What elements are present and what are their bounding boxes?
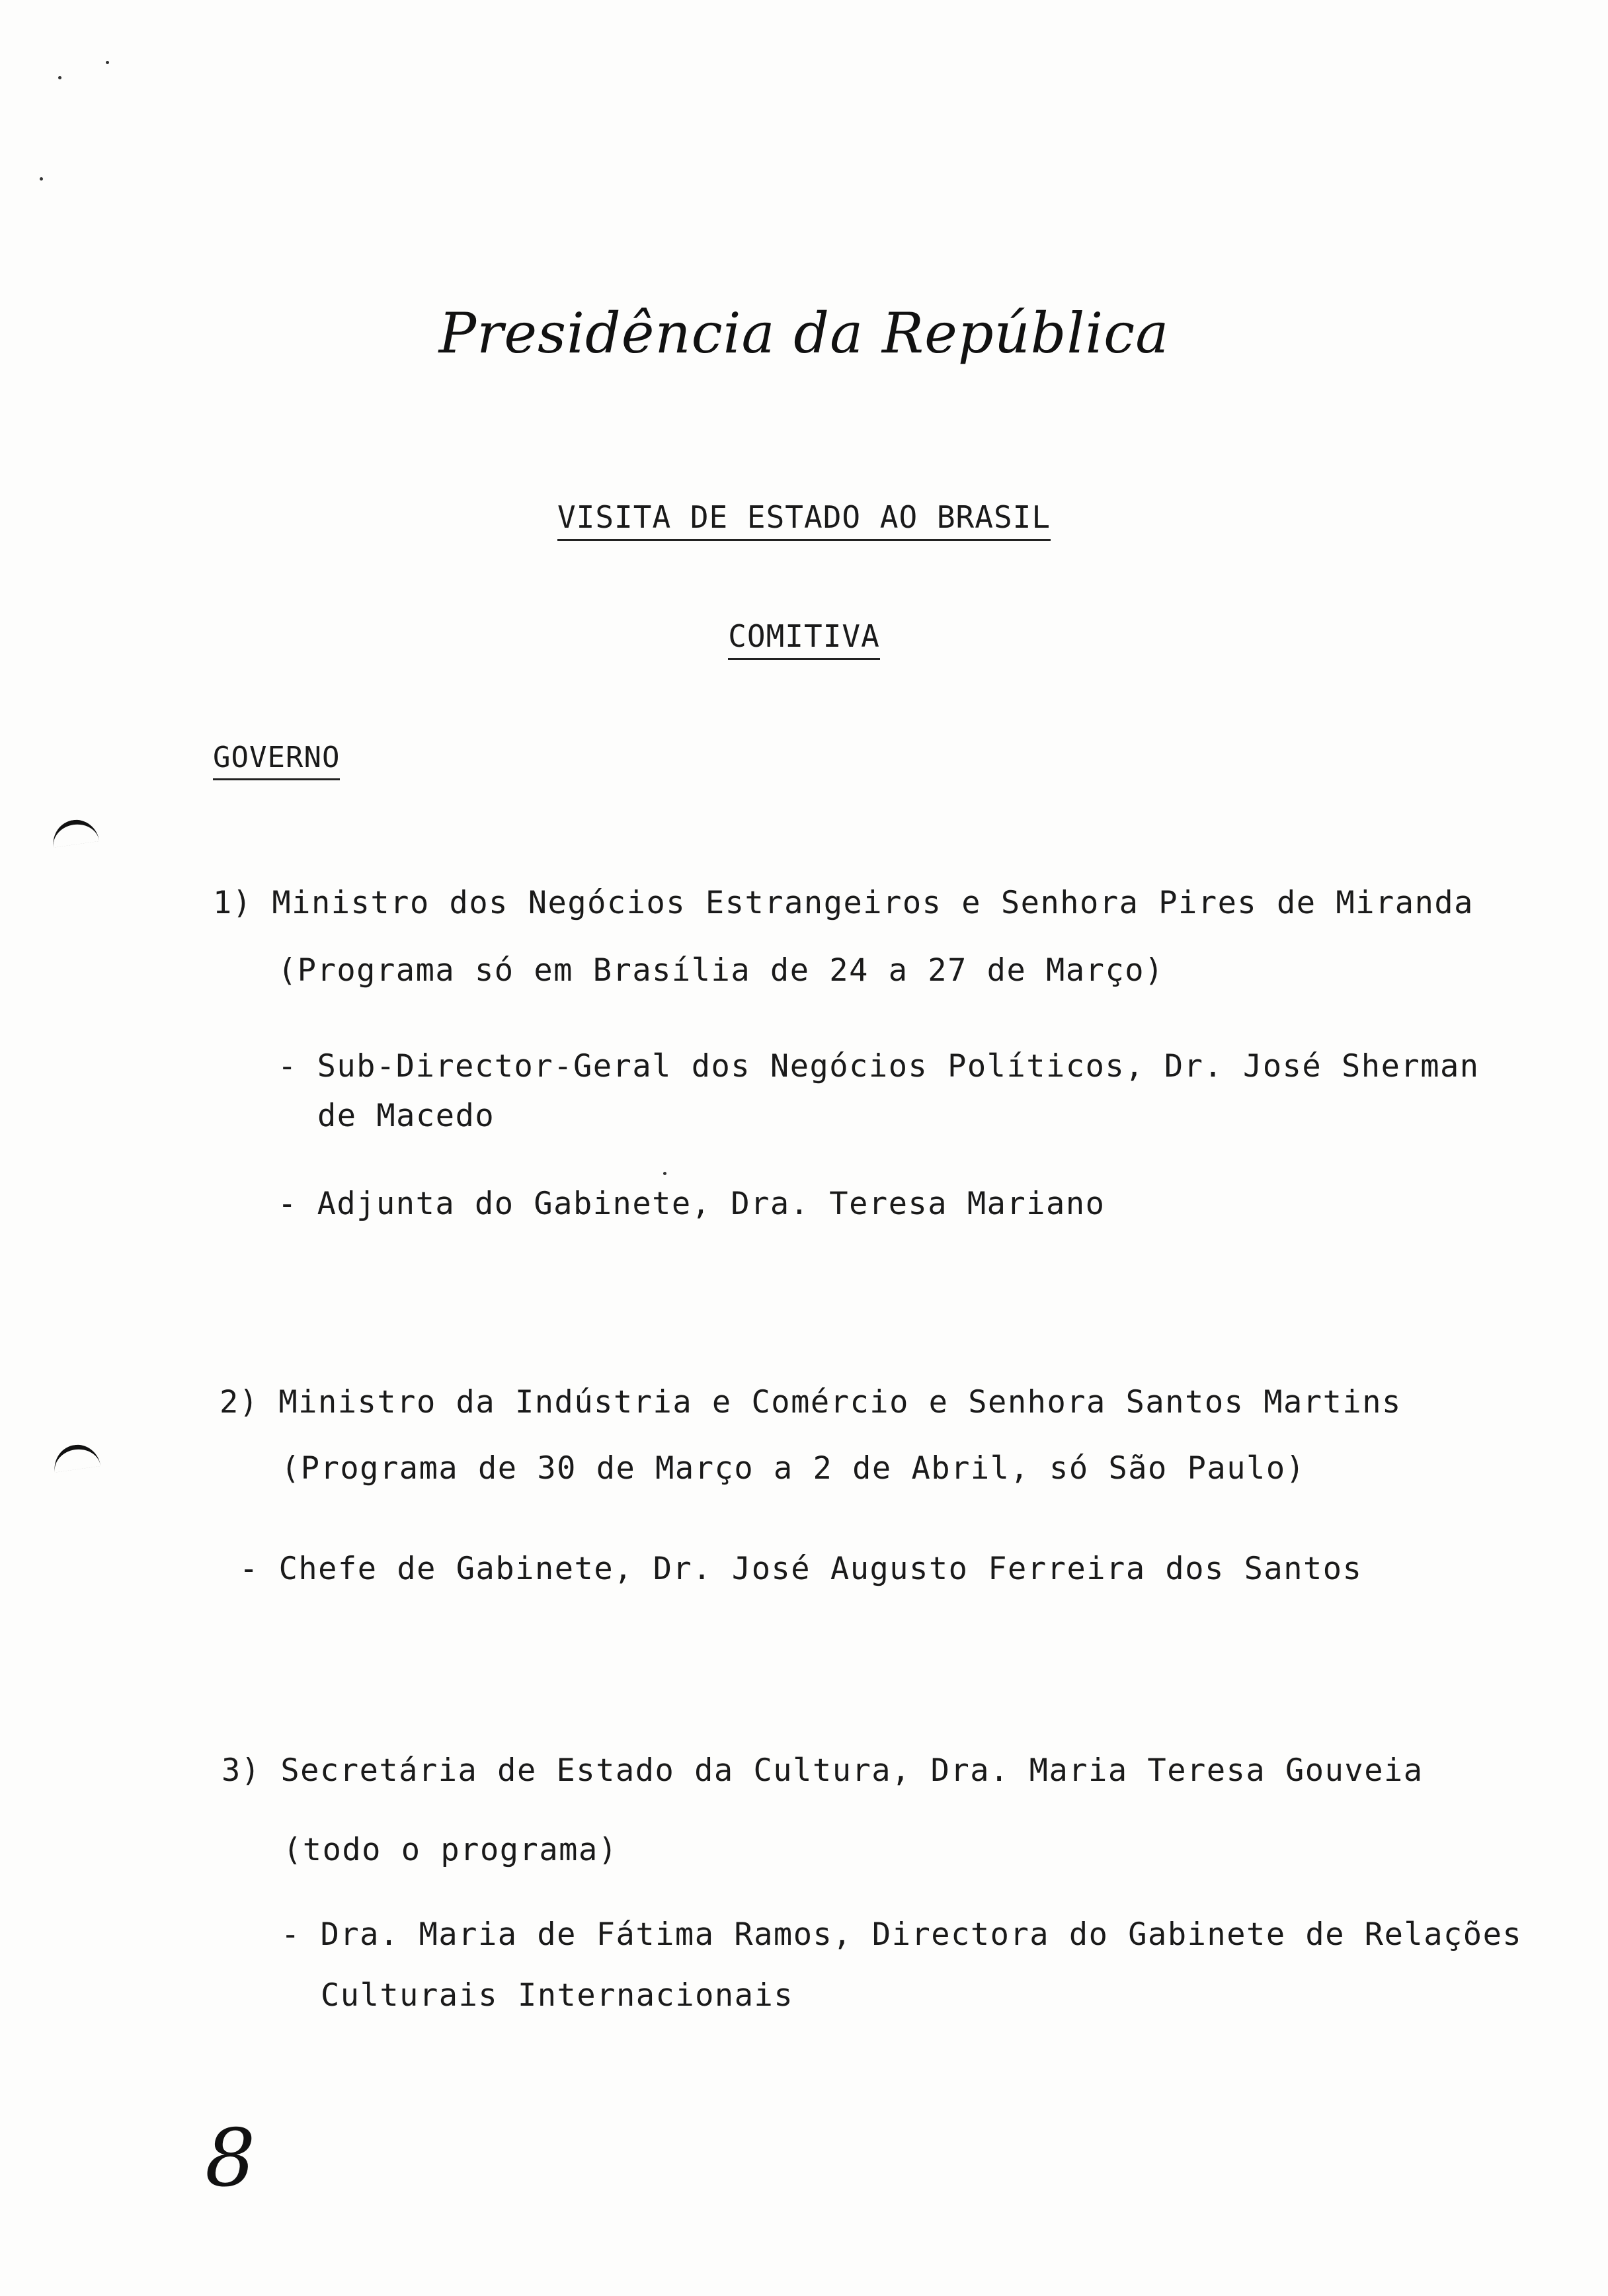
entry-3-note: (todo o programa): [283, 1832, 618, 1868]
entry-1-item-1-line-2: de Macedo: [317, 1098, 495, 1134]
scan-speck: [58, 76, 61, 79]
entry-1-title: 1) Ministro dos Negócios Estrangeiros e Senhora Pires de Miranda: [213, 885, 1474, 921]
scan-speck: [663, 1172, 666, 1175]
letterhead: Presidência da República: [438, 301, 1170, 366]
entry-3-title: 3) Secretária de Estado da Cultura, Dra. Maria Teresa Gouveia: [221, 1752, 1424, 1789]
scan-speck: [106, 61, 109, 64]
entry-1-item-2-line-1: - Adjunta do Gabinete, Dra. Teresa Mariano: [278, 1186, 1106, 1222]
entry-2-note: (Programa de 30 de Março a 2 de Abril, só São Paulo): [281, 1450, 1306, 1487]
punch-hole-mark-bottom: [52, 1442, 100, 1472]
document-title: [0, 499, 1608, 535]
punch-hole-mark-top: [50, 817, 99, 847]
scan-speck: [40, 177, 43, 181]
entry-1-item-1-line-1: - Sub-Director-Geral dos Negócios Políticos, Dr. José Sherman: [278, 1048, 1480, 1085]
entry-3-item-1-line-2: Culturais Internacionais: [321, 1977, 794, 2014]
entry-3-item-1-line-1: - Dra. Maria de Fátima Ramos, Directora do Gabinete de Relações: [281, 1916, 1523, 1953]
document-subtitle: [0, 618, 1608, 654]
section-label-governo: [213, 741, 340, 774]
entry-1-note: (Programa só em Brasília de 24 a 27 de Março): [278, 952, 1164, 989]
document-subtitle-text: COMITIVA: [728, 618, 880, 660]
section-label-text: GOVERNO: [213, 741, 340, 780]
page-number: 8: [205, 2113, 256, 2205]
document-title-text: VISITA DE ESTADO AO BRASIL: [557, 499, 1051, 541]
entry-2-item-1-line-1: - Chefe de Gabinete, Dr. José Augusto Ferreira dos Santos: [239, 1551, 1363, 1587]
entry-2-title: 2) Ministro da Indústria e Comércio e Senhora Santos Martins: [220, 1384, 1402, 1420]
